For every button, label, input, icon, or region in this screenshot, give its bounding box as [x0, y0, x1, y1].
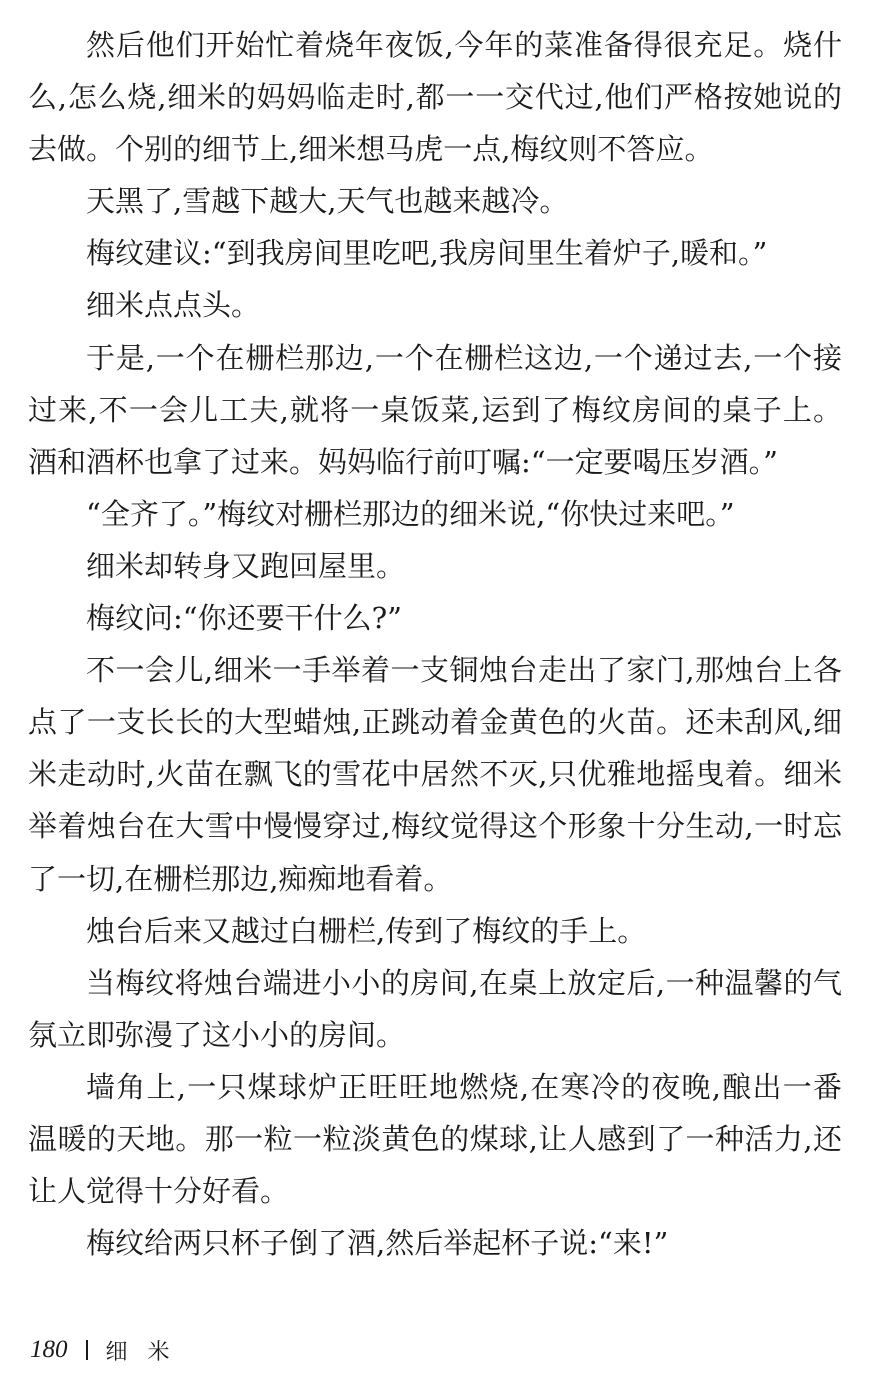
text-line: 梅纹给两只杯子倒了酒,然后举起杯子说:“来!” [86, 1226, 669, 1261]
paragraph [28, 957, 842, 1061]
text-line: 然后他们开始忙着烧年夜饭,今年的菜准备得很充足。烧什 [86, 28, 842, 62]
paragraph [28, 332, 842, 488]
text-line: 氛立即弥漫了这小小的房间。 [28, 1017, 406, 1052]
text-line: 了一切,在栅栏那边,痴痴地看着。 [28, 861, 453, 896]
paragraph [28, 1061, 842, 1217]
paragraph [28, 905, 842, 957]
text-line: 让人觉得十分好看。 [28, 1174, 290, 1209]
text-line: 过来,不一会儿工夫,就将一桌饭菜,运到了梅纹房间的桌子上。 [28, 392, 842, 427]
paragraph [28, 644, 842, 904]
text-line: 不一会儿,细米一手举着一支铜烛台走出了家门,那烛台上各 [86, 653, 842, 688]
paragraph [28, 540, 842, 592]
text-line: 酒和酒杯也拿了过来。妈妈临行前叮嘱:“一定要喝压岁酒。” [28, 444, 778, 479]
text-line: 烛台后来又越过白栅栏,传到了梅纹的手上。 [86, 913, 647, 948]
text-line: 么,怎么烧,细米的妈妈临走时,都一一交代过,他们严格按她说的 [28, 80, 842, 115]
text-line: 墙角上,一只煤球炉正旺旺地燃烧,在寒冷的夜晚,酿出一番 [86, 1069, 842, 1104]
page-number: 180 [30, 1336, 68, 1363]
text-line: 点了一支长长的大型蜡烛,正跳动着金黄色的火苗。还未刮风,细 [28, 705, 842, 740]
text-line: 去做。个别的细节上,细米想马虎一点,梅纹则不答应。 [28, 132, 714, 167]
paragraph [28, 19, 842, 175]
text-line: 细米却转身又跑回屋里。 [86, 548, 406, 583]
text-line: 温暖的天地。那一粒一粒淡黄色的煤球,让人感到了一种活力,还 [28, 1121, 842, 1156]
paragraph [28, 227, 842, 279]
text-line: 当梅纹将烛台端进小小的房间,在桌上放定后,一种温馨的气 [86, 965, 842, 1000]
paragraph [28, 1217, 842, 1269]
text-line: 细米点点头。 [86, 288, 261, 323]
running-title: 细米 [105, 1339, 190, 1365]
paragraph [28, 175, 842, 227]
text-line: “全齐了。”梅纹对栅栏那边的细米说,“你快过来吧。” [86, 496, 735, 531]
paragraph [28, 488, 842, 540]
text-line: 米走动时,火苗在飘飞的雪花中居然不灭,只优雅地摇曳着。细米 [28, 757, 842, 792]
text-line: 举着烛台在大雪中慢慢穿过,梅纹觉得这个形象十分生动,一时忘 [28, 809, 842, 844]
text-line: 梅纹建议:“到我房间里吃吧,我房间里生着炉子,暖和。” [86, 236, 768, 271]
text-line: 梅纹问:“你还要干什么?” [86, 601, 402, 636]
paragraph [28, 592, 842, 644]
page-footer [30, 1332, 190, 1368]
body-text [28, 19, 842, 1269]
text-line: 天黑了,雪越下越大,天气也越来越冷。 [86, 184, 569, 219]
text-line: 于是,一个在栅栏那边,一个在栅栏这边,一个递过去,一个接 [86, 340, 842, 375]
paragraph [28, 279, 842, 331]
footer-separator [86, 1340, 88, 1360]
